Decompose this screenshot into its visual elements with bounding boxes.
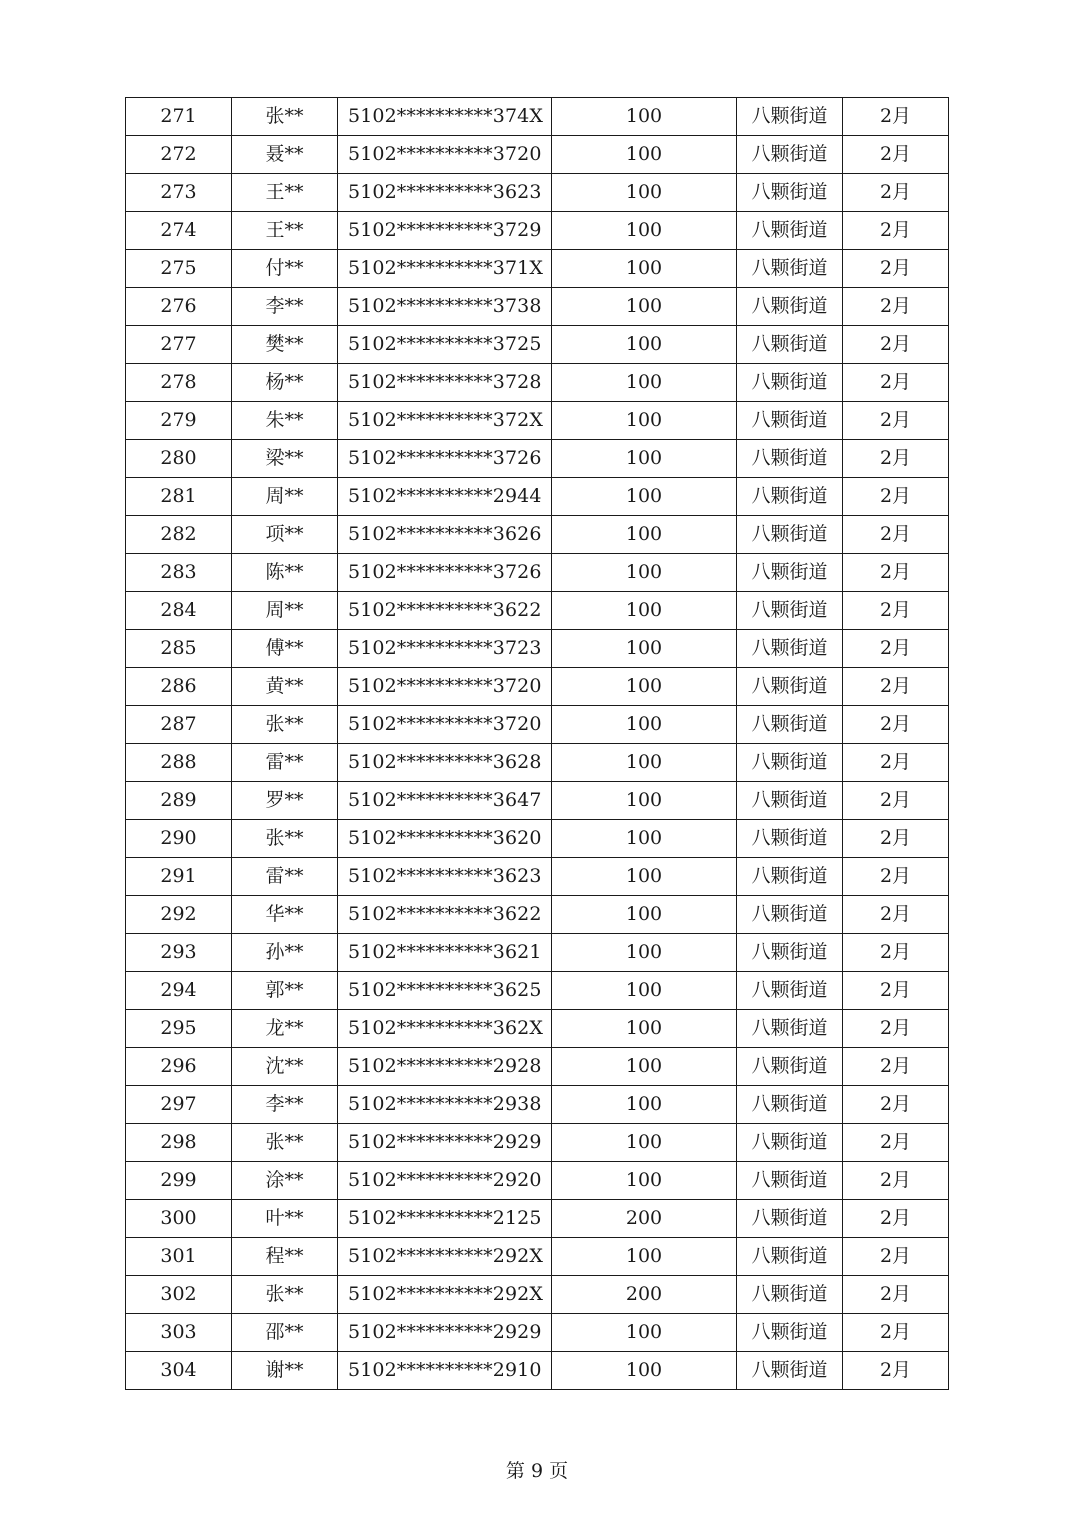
id-number-cell: 5102**********3621 [338,934,552,972]
id-number-cell: 5102**********3620 [338,820,552,858]
name-cell: 雷** [232,744,338,782]
amount-cell: 100 [552,1238,737,1276]
row-index: 278 [126,364,232,402]
amount-cell: 100 [552,98,737,136]
row-index: 277 [126,326,232,364]
name-cell: 孙** [232,934,338,972]
table-row [126,668,949,706]
amount-cell: 100 [552,972,737,1010]
row-index: 273 [126,174,232,212]
street-cell: 八颗街道 [737,326,843,364]
street-cell: 八颗街道 [737,440,843,478]
row-index: 301 [126,1238,232,1276]
street-cell: 八颗街道 [737,478,843,516]
id-number-cell: 5102**********2929 [338,1124,552,1162]
table-row [126,288,949,326]
table-row [126,136,949,174]
name-cell: 谢** [232,1352,338,1390]
amount-cell: 100 [552,630,737,668]
id-number-cell: 5102**********3725 [338,326,552,364]
street-cell: 八颗街道 [737,212,843,250]
amount-cell: 100 [552,820,737,858]
month-cell: 2月 [843,326,949,364]
street-cell: 八颗街道 [737,288,843,326]
month-cell: 2月 [843,98,949,136]
table-row [126,972,949,1010]
month-cell: 2月 [843,1086,949,1124]
month-cell: 2月 [843,1124,949,1162]
id-number-cell: 5102**********292X [338,1238,552,1276]
street-cell: 八颗街道 [737,782,843,820]
amount-cell: 100 [552,592,737,630]
name-cell: 罗** [232,782,338,820]
street-cell: 八颗街道 [737,136,843,174]
amount-cell: 200 [552,1276,737,1314]
table-body [126,98,949,1390]
table-row [126,478,949,516]
name-cell: 黄** [232,668,338,706]
table-row [126,326,949,364]
table-row [126,1162,949,1200]
id-number-cell: 5102**********3720 [338,668,552,706]
month-cell: 2月 [843,440,949,478]
id-number-cell: 5102**********3723 [338,630,552,668]
street-cell: 八颗街道 [737,402,843,440]
row-index: 299 [126,1162,232,1200]
name-cell: 程** [232,1238,338,1276]
name-cell: 华** [232,896,338,934]
name-cell: 付** [232,250,338,288]
table-row [126,1276,949,1314]
month-cell: 2月 [843,820,949,858]
month-cell: 2月 [843,1048,949,1086]
name-cell: 张** [232,820,338,858]
month-cell: 2月 [843,1010,949,1048]
id-number-cell: 5102**********2125 [338,1200,552,1238]
amount-cell: 100 [552,554,737,592]
name-cell: 项** [232,516,338,554]
name-cell: 龙** [232,1010,338,1048]
amount-cell: 100 [552,896,737,934]
name-cell: 周** [232,478,338,516]
table-row [126,212,949,250]
name-cell: 王** [232,212,338,250]
table-row [126,782,949,820]
row-index: 285 [126,630,232,668]
amount-cell: 100 [552,326,737,364]
id-number-cell: 5102**********372X [338,402,552,440]
street-cell: 八颗街道 [737,250,843,288]
street-cell: 八颗街道 [737,934,843,972]
name-cell: 李** [232,1086,338,1124]
row-index: 276 [126,288,232,326]
table-row [126,250,949,288]
row-index: 274 [126,212,232,250]
amount-cell: 100 [552,440,737,478]
id-number-cell: 5102**********3738 [338,288,552,326]
table-row [126,820,949,858]
month-cell: 2月 [843,934,949,972]
row-index: 279 [126,402,232,440]
street-cell: 八颗街道 [737,1162,843,1200]
name-cell: 张** [232,706,338,744]
street-cell: 八颗街道 [737,364,843,402]
street-cell: 八颗街道 [737,630,843,668]
month-cell: 2月 [843,174,949,212]
street-cell: 八颗街道 [737,972,843,1010]
page-number: 第 9 页 [505,1460,569,1482]
name-cell: 朱** [232,402,338,440]
id-number-cell: 5102**********2920 [338,1162,552,1200]
amount-cell: 100 [552,1010,737,1048]
row-index: 275 [126,250,232,288]
amount-cell: 100 [552,250,737,288]
id-number-cell: 5102**********371X [338,250,552,288]
amount-cell: 200 [552,1200,737,1238]
month-cell: 2月 [843,972,949,1010]
street-cell: 八颗街道 [737,1314,843,1352]
amount-cell: 100 [552,212,737,250]
name-cell: 杨** [232,364,338,402]
id-number-cell: 5102**********3720 [338,706,552,744]
month-cell: 2月 [843,554,949,592]
amount-cell: 100 [552,516,737,554]
amount-cell: 100 [552,1048,737,1086]
table-row [126,1238,949,1276]
id-number-cell: 5102**********362X [338,1010,552,1048]
month-cell: 2月 [843,212,949,250]
amount-cell: 100 [552,668,737,706]
id-number-cell: 5102**********3623 [338,858,552,896]
name-cell: 陈** [232,554,338,592]
id-number-cell: 5102**********2938 [338,1086,552,1124]
table-row [126,98,949,136]
id-number-cell: 5102**********3728 [338,364,552,402]
month-cell: 2月 [843,1276,949,1314]
street-cell: 八颗街道 [737,1276,843,1314]
id-number-cell: 5102**********3625 [338,972,552,1010]
table-row [126,1048,949,1086]
amount-cell: 100 [552,288,737,326]
row-index: 295 [126,1010,232,1048]
month-cell: 2月 [843,402,949,440]
id-number-cell: 5102**********3726 [338,554,552,592]
street-cell: 八颗街道 [737,174,843,212]
id-number-cell: 5102**********2929 [338,1314,552,1352]
amount-cell: 100 [552,782,737,820]
name-cell: 张** [232,1276,338,1314]
table-row [126,1010,949,1048]
amount-cell: 100 [552,744,737,782]
row-index: 282 [126,516,232,554]
street-cell: 八颗街道 [737,98,843,136]
id-number-cell: 5102**********3729 [338,212,552,250]
row-index: 294 [126,972,232,1010]
amount-cell: 100 [552,1352,737,1390]
month-cell: 2月 [843,136,949,174]
name-cell: 樊** [232,326,338,364]
amount-cell: 100 [552,136,737,174]
amount-cell: 100 [552,1162,737,1200]
table-row [126,1200,949,1238]
name-cell: 傅** [232,630,338,668]
street-cell: 八颗街道 [737,1010,843,1048]
name-cell: 李** [232,288,338,326]
amount-cell: 100 [552,478,737,516]
street-cell: 八颗街道 [737,706,843,744]
amount-cell: 100 [552,1314,737,1352]
table-row [126,1124,949,1162]
name-cell: 雷** [232,858,338,896]
name-cell: 张** [232,1124,338,1162]
month-cell: 2月 [843,706,949,744]
id-number-cell: 5102**********374X [338,98,552,136]
name-cell: 周** [232,592,338,630]
month-cell: 2月 [843,858,949,896]
name-cell: 聂** [232,136,338,174]
name-cell: 梁** [232,440,338,478]
street-cell: 八颗街道 [737,820,843,858]
name-cell: 郭** [232,972,338,1010]
street-cell: 八颗街道 [737,1124,843,1162]
amount-cell: 100 [552,706,737,744]
table-row [126,1314,949,1352]
id-number-cell: 5102**********3628 [338,744,552,782]
month-cell: 2月 [843,1314,949,1352]
street-cell: 八颗街道 [737,744,843,782]
row-index: 286 [126,668,232,706]
street-cell: 八颗街道 [737,516,843,554]
row-index: 289 [126,782,232,820]
id-number-cell: 5102**********3622 [338,896,552,934]
month-cell: 2月 [843,592,949,630]
name-cell: 沈** [232,1048,338,1086]
name-cell: 张** [232,98,338,136]
table-row [126,364,949,402]
street-cell: 八颗街道 [737,1352,843,1390]
month-cell: 2月 [843,1352,949,1390]
month-cell: 2月 [843,364,949,402]
row-index: 300 [126,1200,232,1238]
month-cell: 2月 [843,288,949,326]
row-index: 297 [126,1086,232,1124]
name-cell: 邵** [232,1314,338,1352]
id-number-cell: 5102**********2910 [338,1352,552,1390]
month-cell: 2月 [843,1162,949,1200]
month-cell: 2月 [843,250,949,288]
amount-cell: 100 [552,858,737,896]
street-cell: 八颗街道 [737,592,843,630]
street-cell: 八颗街道 [737,1048,843,1086]
row-index: 287 [126,706,232,744]
amount-cell: 100 [552,1124,737,1162]
row-index: 281 [126,478,232,516]
id-number-cell: 5102**********3720 [338,136,552,174]
table-row [126,744,949,782]
row-index: 304 [126,1352,232,1390]
table-row [126,706,949,744]
month-cell: 2月 [843,1200,949,1238]
table-row [126,174,949,212]
street-cell: 八颗街道 [737,1086,843,1124]
row-index: 303 [126,1314,232,1352]
id-number-cell: 5102**********3647 [338,782,552,820]
row-index: 284 [126,592,232,630]
table-row [126,402,949,440]
month-cell: 2月 [843,1238,949,1276]
table-row [126,554,949,592]
street-cell: 八颗街道 [737,554,843,592]
table-row [126,934,949,972]
id-number-cell: 5102**********292X [338,1276,552,1314]
id-number-cell: 5102**********3626 [338,516,552,554]
street-cell: 八颗街道 [737,1238,843,1276]
month-cell: 2月 [843,896,949,934]
table-row [126,516,949,554]
row-index: 298 [126,1124,232,1162]
row-index: 302 [126,1276,232,1314]
amount-cell: 100 [552,174,737,212]
row-index: 292 [126,896,232,934]
month-cell: 2月 [843,630,949,668]
row-index: 293 [126,934,232,972]
id-number-cell: 5102**********2928 [338,1048,552,1086]
street-cell: 八颗街道 [737,668,843,706]
month-cell: 2月 [843,668,949,706]
name-cell: 叶** [232,1200,338,1238]
table-row [126,440,949,478]
row-index: 288 [126,744,232,782]
row-index: 291 [126,858,232,896]
month-cell: 2月 [843,744,949,782]
row-index: 283 [126,554,232,592]
amount-cell: 100 [552,1086,737,1124]
street-cell: 八颗街道 [737,1200,843,1238]
table-row [126,896,949,934]
month-cell: 2月 [843,478,949,516]
row-index: 272 [126,136,232,174]
amount-cell: 100 [552,364,737,402]
month-cell: 2月 [843,782,949,820]
table-row [126,630,949,668]
row-index: 271 [126,98,232,136]
table-row [126,1086,949,1124]
street-cell: 八颗街道 [737,858,843,896]
row-index: 280 [126,440,232,478]
id-number-cell: 5102**********3623 [338,174,552,212]
table-row [126,858,949,896]
amount-cell: 100 [552,402,737,440]
amount-cell: 100 [552,934,737,972]
street-cell: 八颗街道 [737,896,843,934]
table-row [126,1352,949,1390]
row-index: 290 [126,820,232,858]
id-number-cell: 5102**********2944 [338,478,552,516]
data-table [125,97,949,1390]
name-cell: 王** [232,174,338,212]
id-number-cell: 5102**********3622 [338,592,552,630]
table-row [126,592,949,630]
month-cell: 2月 [843,516,949,554]
id-number-cell: 5102**********3726 [338,440,552,478]
name-cell: 涂** [232,1162,338,1200]
row-index: 296 [126,1048,232,1086]
